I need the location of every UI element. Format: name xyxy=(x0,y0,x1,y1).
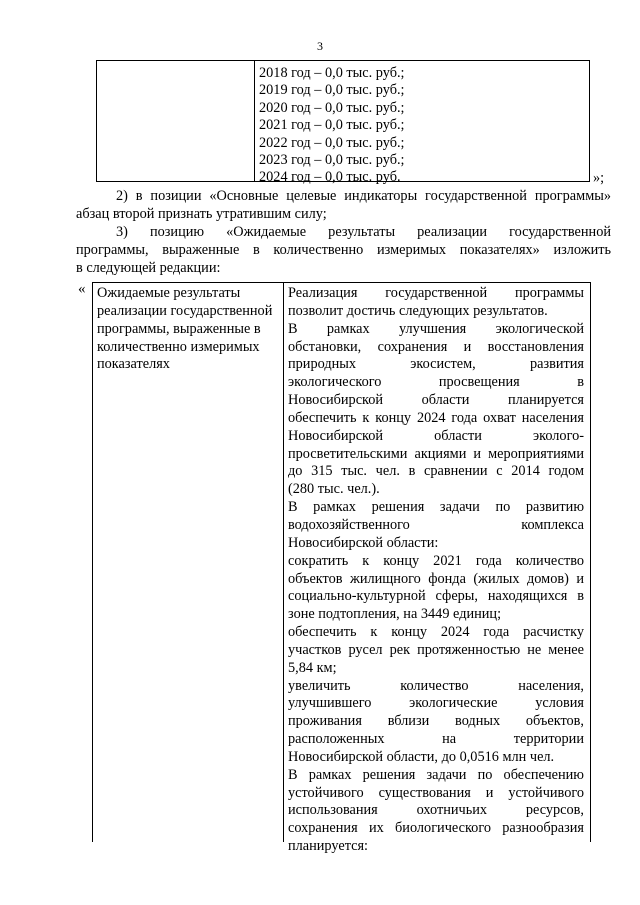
item-3-paragraph xyxy=(76,224,611,278)
funding-line: 2023 год – 0,0 тыс. руб.; xyxy=(259,151,405,168)
table-cell-line: до 315 тыс. чел. в сравнении с 2014 годом xyxy=(288,463,584,480)
table-column-divider xyxy=(254,61,255,181)
table-cell-line: сократить к концу 2021 года количество xyxy=(288,552,584,569)
table-right-cell xyxy=(288,285,584,856)
table-cell-line: Новосибирской области эколого- xyxy=(288,427,584,444)
paragraph-line: 2) в позиции «Основные целевые индикаторы государственной программы» xyxy=(116,188,611,204)
funding-line: 2022 год – 0,0 тыс. руб.; xyxy=(259,134,405,151)
paragraph-line: в следующей редакции: xyxy=(76,260,221,276)
table-cell-line: улучшившего экологические условия xyxy=(288,695,584,712)
table-cell-line: Новосибирской области, до 0,0516 млн чел. xyxy=(288,748,555,765)
table-cell-line: Новосибирской области планируется xyxy=(288,392,584,409)
table-cell-line: В рамках решения задачи по обеспечению xyxy=(288,766,584,783)
paragraph-line: программы, выраженные в количественно измеримых показателях» изложить xyxy=(76,242,611,258)
table-cell-line: использования охотничьих ресурсов, xyxy=(288,802,584,819)
closing-quote: »; xyxy=(593,170,605,186)
table-cell-line: сохранения их биологического разнообразия xyxy=(288,820,584,837)
table-cell-line: просветительскими акциями и мероприятиями xyxy=(288,445,584,462)
table-cell-line: увеличить количество населения, xyxy=(288,677,584,694)
funding-line: 2021 год – 0,0 тыс. руб.; xyxy=(259,117,405,134)
table-cell-line: водохозяйственного комплекса xyxy=(288,516,584,533)
table-cell-line: В рамках решения задачи по развитию xyxy=(288,499,584,516)
table-cell-line: В рамках улучшения экологической xyxy=(288,320,584,337)
funding-lines xyxy=(259,65,405,187)
table-cell-line: обстановки, сохранения и восстановления xyxy=(288,338,584,355)
paragraph-line: абзац второй признать утратившим силу; xyxy=(76,206,327,222)
table-cell-line: обеспечить к концу 2024 года расчистку xyxy=(288,624,584,641)
table-cell-line: проживания вблизи водных объектов, xyxy=(288,713,584,730)
table-cell-line: планируется: xyxy=(288,838,369,855)
table-cell-line: устойчивого существования и устойчивого xyxy=(288,784,584,801)
table-cell-line: Реализация государственной программы xyxy=(288,285,584,301)
table-cell-line: обеспечить к концу 2024 года охват населения xyxy=(288,409,584,426)
table-cell-line: Ожидаемые результаты xyxy=(97,285,241,301)
page-number: 3 xyxy=(317,39,323,53)
table-cell-line: объектов жилищного фонда (жилых домов) и xyxy=(288,570,584,587)
table-cell-line: позволит достичь следующих результатов. xyxy=(288,302,548,319)
table-cell-line: зоне подтопления, на 3449 единиц; xyxy=(288,606,502,623)
table-column-divider xyxy=(283,283,284,842)
table-cell-line: реализации государственной xyxy=(97,302,273,319)
opening-quote: « xyxy=(78,281,86,297)
funding-table xyxy=(96,60,590,186)
table-cell-line: природных экосистем, развития xyxy=(288,356,584,373)
table-cell-line: Новосибирской области: xyxy=(288,534,439,551)
table-cell-line: участков русел рек протяженностью не менее xyxy=(288,641,584,658)
table-left-cell xyxy=(97,285,281,374)
funding-line: 2024 год – 0,0 тыс. руб. xyxy=(259,169,401,186)
table-cell-line: (280 тыс. чел.). xyxy=(288,481,380,498)
table-cell-line: количественно измеримых xyxy=(97,338,260,355)
paragraph-line: 3) позицию «Ожидаемые результаты реализации государственной xyxy=(116,224,611,240)
funding-line: 2020 год – 0,0 тыс. руб.; xyxy=(259,99,405,116)
table-cell-line: социально-культурной сферы, находящихся в xyxy=(288,588,584,605)
table-cell-line: 5,84 км; xyxy=(288,659,337,676)
table-cell-line: показателях xyxy=(97,356,170,373)
table-cell-line: программы, выраженные в xyxy=(97,320,261,337)
funding-line: 2019 год – 0,0 тыс. руб.; xyxy=(259,82,405,99)
expected-results-table xyxy=(92,282,591,855)
funding-line: 2018 год – 0,0 тыс. руб.; xyxy=(259,65,405,81)
table-cell-line: расположенных на территории xyxy=(288,731,584,748)
item-2-paragraph xyxy=(76,188,611,224)
table-cell-line: экологического просвещения в xyxy=(288,374,584,391)
